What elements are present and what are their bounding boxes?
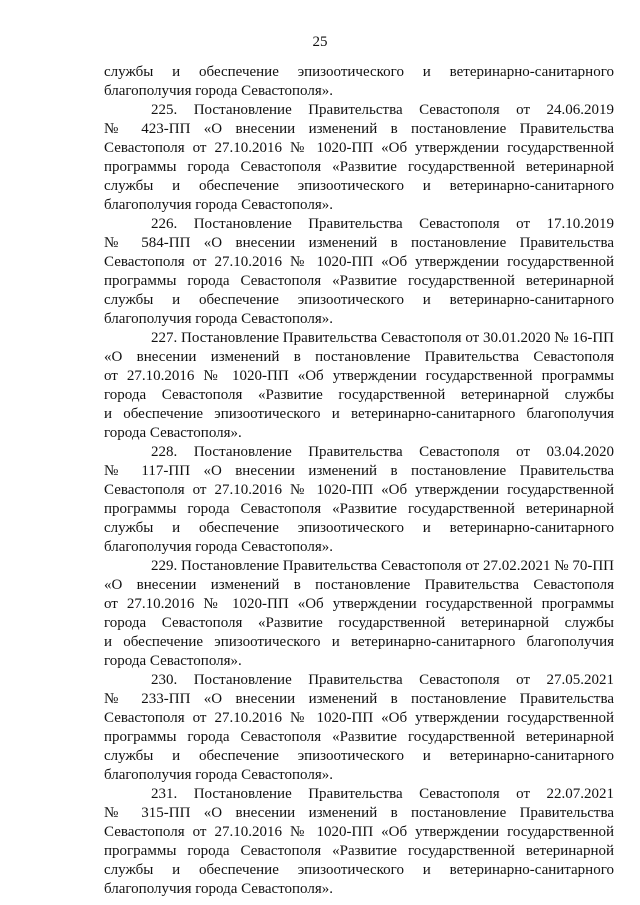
text-line: службы и обеспечение эпизоотического и ветеринарно-санитарного (104, 64, 614, 80)
text-line: благополучия города Севастополя». (104, 83, 333, 99)
text-line: № 423-ПП «О внесении изменений в постановление Правительства (104, 121, 614, 137)
text-line: программы города Севастополя «Развитие государственной ветеринарной (104, 729, 614, 745)
paragraph-first-line: 228. Постановление Правительства Севастополя от 03.04.2020 (151, 444, 614, 460)
text-line: города Севастополя». (104, 425, 242, 441)
text-line: службы и обеспечение эпизоотического и ветеринарно-санитарного (104, 178, 614, 194)
text-line: программы города Севастополя «Развитие государственной ветеринарной (104, 501, 614, 517)
text-line: благополучия города Севастополя». (104, 197, 333, 213)
paragraph-first-line: 226. Постановление Правительства Севастополя от 17.10.2019 (151, 216, 614, 232)
text-line: «О внесении изменений в постановление Правительства Севастополя (104, 349, 614, 365)
text-line: города Севастополя «Развитие государственной ветеринарной службы (104, 615, 614, 631)
text-line: № 233-ПП «О внесении изменений в постановление Правительства (104, 691, 614, 707)
text-line: Севастополя от 27.10.2016 № 1020-ПП «Об утверждении государственной (104, 482, 614, 498)
paragraph-first-line: 230. Постановление Правительства Севастополя от 27.05.2021 (151, 672, 614, 688)
text-line: от 27.10.2016 № 1020-ПП «Об утверждении государственной программы (104, 368, 614, 384)
text-line: и обеспечение эпизоотического и ветеринарно-санитарного благополучия (104, 406, 614, 422)
text-line: службы и обеспечение эпизоотического и ветеринарно-санитарного (104, 748, 614, 764)
text-line: Севастополя от 27.10.2016 № 1020-ПП «Об утверждении государственной (104, 254, 614, 270)
text-line: от 27.10.2016 № 1020-ПП «Об утверждении государственной программы (104, 596, 614, 612)
text-line: Севастополя от 27.10.2016 № 1020-ПП «Об утверждении государственной (104, 824, 614, 840)
text-line: и обеспечение эпизоотического и ветеринарно-санитарного благополучия (104, 634, 614, 650)
text-line: службы и обеспечение эпизоотического и ветеринарно-санитарного (104, 862, 614, 878)
paragraph-first-line: 225. Постановление Правительства Севастополя от 24.06.2019 (151, 102, 614, 118)
text-line: благополучия города Севастополя». (104, 539, 333, 555)
text-line: программы города Севастополя «Развитие государственной ветеринарной (104, 159, 614, 175)
text-line: благополучия города Севастополя». (104, 881, 333, 897)
text-line: Севастополя от 27.10.2016 № 1020-ПП «Об утверждении государственной (104, 710, 614, 726)
text-line: службы и обеспечение эпизоотического и ветеринарно-санитарного (104, 520, 614, 536)
text-line: программы города Севастополя «Развитие государственной ветеринарной (104, 843, 614, 859)
paragraph-first-line: 229. Постановление Правительства Севастополя от 27.02.2021 № 70-ПП (151, 558, 614, 574)
text-line: благополучия города Севастополя». (104, 311, 333, 327)
paragraph-first-line: 227. Постановление Правительства Севастополя от 30.01.2020 № 16-ПП (151, 330, 614, 346)
text-line: № 315-ПП «О внесении изменений в постановление Правительства (104, 805, 614, 821)
page-number: 25 (312, 34, 328, 50)
paragraph-first-line: 231. Постановление Правительства Севастополя от 22.07.2021 (151, 786, 614, 802)
text-line: Севастополя от 27.10.2016 № 1020-ПП «Об утверждении государственной (104, 140, 614, 156)
text-line: № 584-ПП «О внесении изменений в постановление Правительства (104, 235, 614, 251)
text-line: города Севастополя «Развитие государственной ветеринарной службы (104, 387, 614, 403)
text-line: города Севастополя». (104, 653, 242, 669)
text-line: «О внесении изменений в постановление Правительства Севастополя (104, 577, 614, 593)
text-line: благополучия города Севастополя». (104, 767, 333, 783)
text-line: № 117-ПП «О внесении изменений в постановление Правительства (104, 463, 614, 479)
text-line: программы города Севастополя «Развитие государственной ветеринарной (104, 273, 614, 289)
text-line: службы и обеспечение эпизоотического и ветеринарно-санитарного (104, 292, 614, 308)
